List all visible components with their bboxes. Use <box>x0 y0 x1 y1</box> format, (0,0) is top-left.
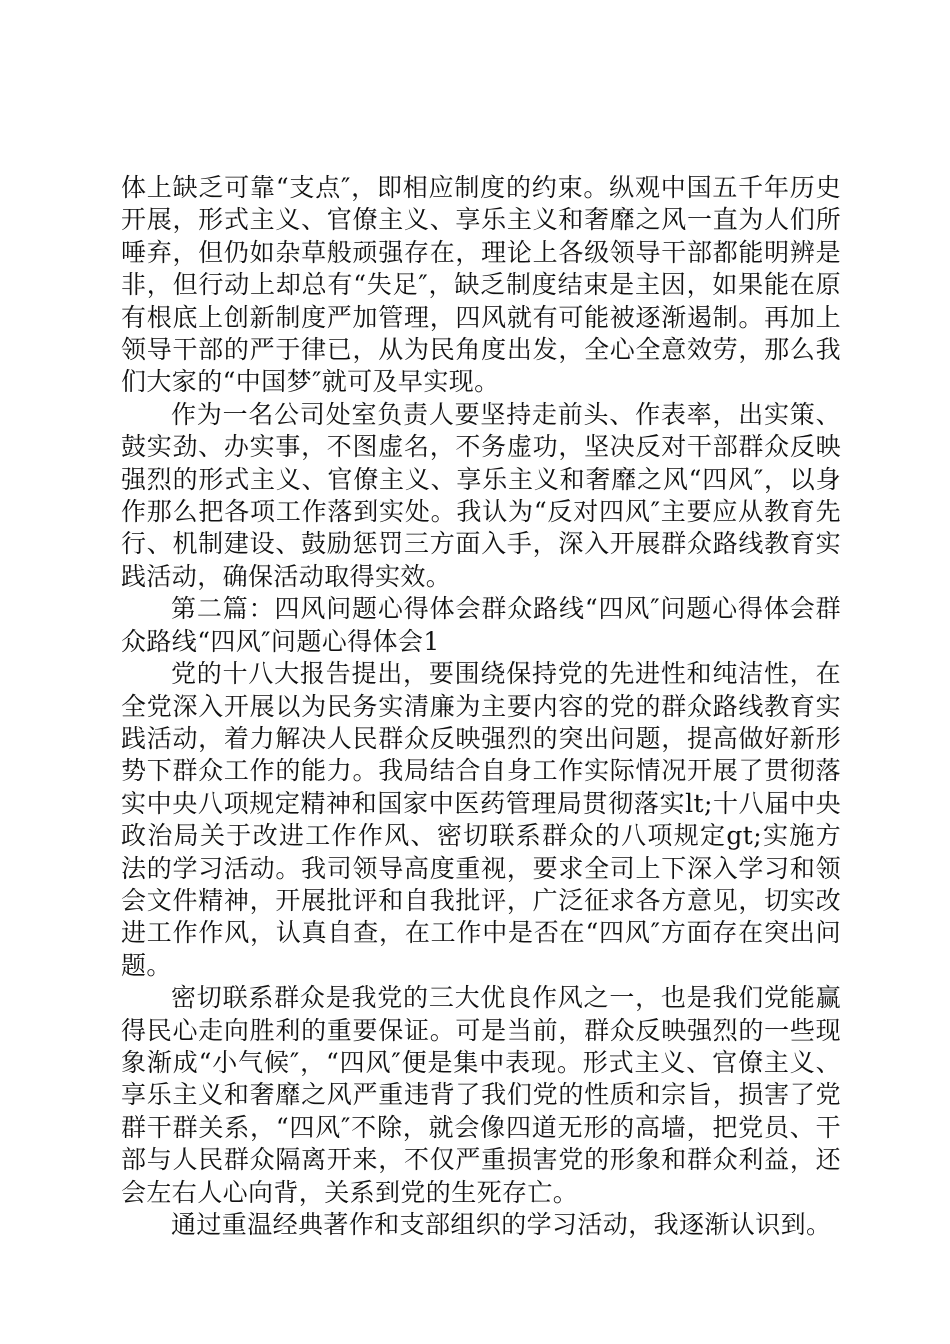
paragraph-2: 作为一名公司处室负责人要坚持走前头、作表率，出实策、鼓实劲、办实事，不图虚名，不务虚功，坚决反对干部群众反映强烈的形式主义、官僚主义、享乐主义和奢靡之风“四风″，以身作那么把各项工作落到实处。我认为“反对四风″主要应从教育先行、机制建设、鼓励惩罚三方面入手，深入开展群众路线教育实践活动，确保活动取得实效。 <box>121 399 841 591</box>
paragraph-1: 体上缺乏可靠“支点″，即相应制度的约束。纵观中国五千年历史开展，形式主义、官僚主义、享乐主义和奢靡之风一直为人们所唾弃，但仍如杂草般顽强存在，理论上各级领导干部都能明辨是非，但行动上却总有“失足″，缺乏制度结束是主因，如果能在原有根底上创新制度严加管理，四风就有可能被逐渐遏制。再加上领导干部的严于律已，从为民角度出发，全心全意效劳，那么我们大家的“中国梦″就可及早实现。 <box>121 173 841 397</box>
paragraph-4: 密切联系群众是我党的三大优良作风之一，也是我们党能赢得民心走向胜利的重要保证。可是当前，群众反映强烈的一些现象渐成“小气候″，“四风″便是集中表现。形式主义、官僚主义、享乐主义和奢靡之风严重违背了我们党的性质和宗旨，损害了党群干群关系，“四风″不除，就会像四道无形的高墙，把党员、干部与人民群众隔离开来，不仅严重损害党的形象和群众利益，还会左右人心向背，关系到党的生死存亡。 <box>121 983 841 1207</box>
paragraph-3: 党的十八大报告提出，要围绕保持党的先进性和纯洁性，在全党深入开展以为民务实清廉为主要内容的党的群众路线教育实践活动，着力解决人民群众反映强烈的突出问题，提高做好新形势下群众工作的能力。我局结合自身工作实际情况开展了贯彻落实中央八项规定精神和国家中医药管理局贯彻落实lt;十八届中央政治局关于改进工作作风、密切联系群众的八项规定gt;实施方法的学习活动。我司领导高度重视，要求全司上下深入学习和领会文件精神，开展批评和自我批评，广泛征求各方意见，切实改进工作作风，认真自查，在工作中是否在“四风″方面存在突出问题。 <box>121 659 841 980</box>
paragraph-5: 通过重温经典著作和支部组织的学习活动，我逐渐认识到。 <box>171 1210 832 1239</box>
document-body <box>121 172 841 1241</box>
section-heading: 第二篇：四风问题心得体会群众路线“四风″问题心得体会群众路线“四风″问题心得体会1 <box>121 594 841 656</box>
